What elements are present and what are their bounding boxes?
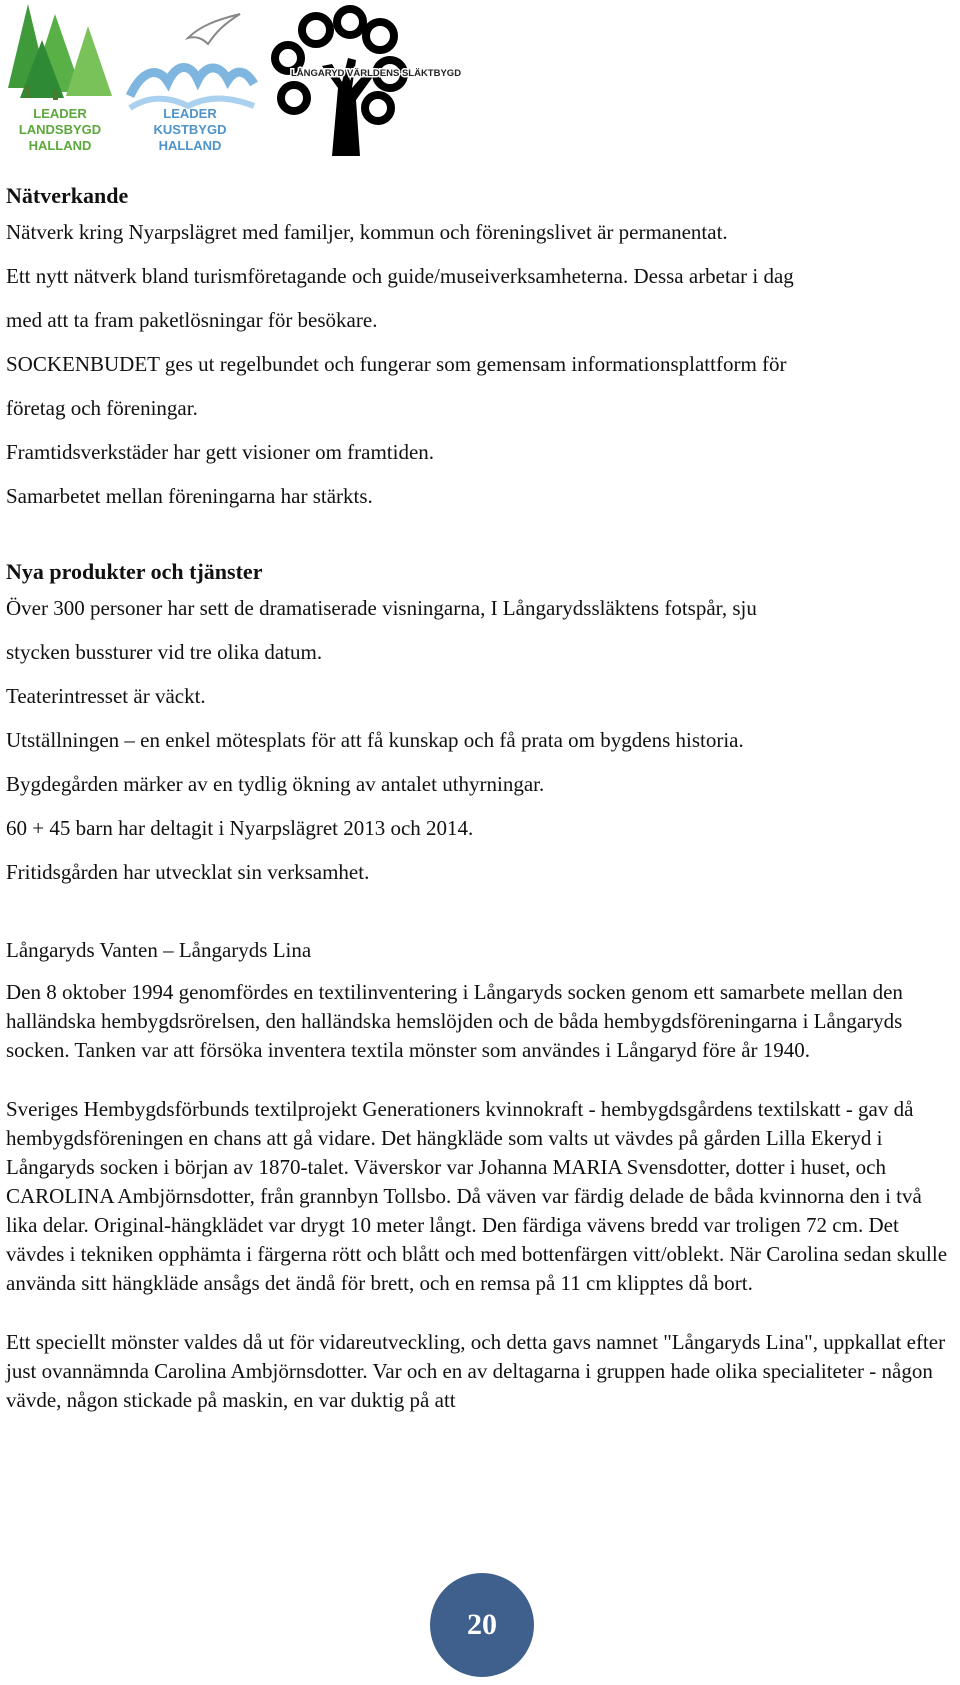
text-line: Ett nytt nätverk bland turismföretagande och guide/museiverksamheterna. Dessa arbetar i dag — [6, 264, 794, 288]
paragraph: Sveriges Hembygdsförbunds textilprojekt Generationers kvinnokraft - hembygdsgårdens textilskatt - gav då hembygdsföreningen en chans att gå vidare. Det hängkläde som valts ut vävdes på gården Lilla Ekeryd i Långaryds socken i början av 1870-talet. Väverskor var Johanna MARIA Svensdotter, dotter i huset, och CAROLINA Ambjörnsdotter, från grannbyn Tollsbo. Då väven var färdig delade de båda kvinnorna den i två lika delar. Original-hängklädet var drygt 10 meter långt. Den färdiga vävens bredd var troligen 72 cm. Det vävdes i tekniken opphämta i färgerna rött och blått och med bottenfärgen vitt/oblekt. När Carolina sedan skulle använda sitt hängkläde ansågs det ändå för brett, och en remsa på 11 cm klipptes då bort. — [6, 1097, 948, 1295]
logo-kustbygd-text: KUSTBYGD — [153, 122, 227, 137]
leader-landsbygd-logo — [0, 0, 130, 160]
text-line: stycken bussturer vid tre olika datum. — [6, 640, 323, 664]
logo-kustbygd-text: HALLAND — [158, 138, 222, 153]
logo-bar — [0, 0, 460, 160]
text-line: 60 + 45 barn har deltagit i Nyarpslägret 2013 och 2014. — [6, 816, 474, 840]
logo-kustbygd-text: LEADER — [163, 106, 217, 121]
text-line: Utställningen – en enkel mötesplats för att få kunskap och få prata om bygdens historia. — [6, 728, 744, 752]
langaryd-tree-logo — [262, 8, 462, 156]
section-heading: Nya produkter och tjänster — [6, 559, 263, 584]
page-content — [6, 182, 956, 1415]
logo-landsbygd-text: HALLAND — [28, 138, 92, 153]
paragraph: Ett speciellt mönster valdes då ut för vidareutveckling, och detta gavs namnet "Långaryds Lina", uppkallat efter just ovannämnda Carolina Ambjörnsdotter. Var och en av deltagarna i gruppen hade olika specialiteter - någon vävde, någon stickade på maskin, en var duktig på att — [6, 1330, 946, 1412]
text-line: Bygdegården märker av en tydlig ökning av antalet uthyrningar. — [6, 772, 545, 796]
page-number-badge: 20 — [430, 1573, 534, 1677]
text-line: företag och föreningar. — [6, 396, 198, 420]
text-line: Nätverk kring Nyarpslägret med familjer, kommun och föreningslivet är permanentat. — [6, 220, 728, 244]
text-line: Framtidsverkstäder har gett visioner om framtiden. — [6, 440, 435, 464]
logo-langaryd-text: LÅNGARYD VÄRLDENS SLÄKTBYGD — [290, 68, 462, 79]
section-heading: Långaryds Vanten – Långaryds Lina — [6, 938, 312, 962]
logo-landsbygd-text: LEADER — [33, 106, 87, 121]
text-line: med att ta fram paketlösningar för besökare. — [6, 308, 378, 332]
section-heading: Nätverkande — [6, 183, 129, 208]
leader-kustbygd-logo — [128, 0, 258, 160]
text-line: SOCKENBUDET ges ut regelbundet och fungerar som gemensam informationsplattform för — [6, 352, 787, 376]
text-line: Samarbetet mellan föreningarna har stärkts. — [6, 484, 373, 508]
paragraph: Den 8 oktober 1994 genomfördes en textilinventering i Långaryds socken genom ett samarbete mellan den halländska hembygdsrörelsen, den halländska hemslöjden och de båda hembygdsföreningarna i Långaryds socken. Tanken var att försöka inventera textila mönster som användes i Långaryd före år 1940. — [6, 980, 903, 1062]
logo-landsbygd-text: LANDSBYGD — [18, 122, 102, 137]
text-line: Över 300 personer har sett de dramatiserade visningarna, I Långarydssläktens fotspår, sju — [6, 596, 757, 620]
text-line: Teaterintresset är väckt. — [6, 684, 206, 708]
text-line: Fritidsgården har utvecklat sin verksamhet. — [6, 860, 370, 884]
